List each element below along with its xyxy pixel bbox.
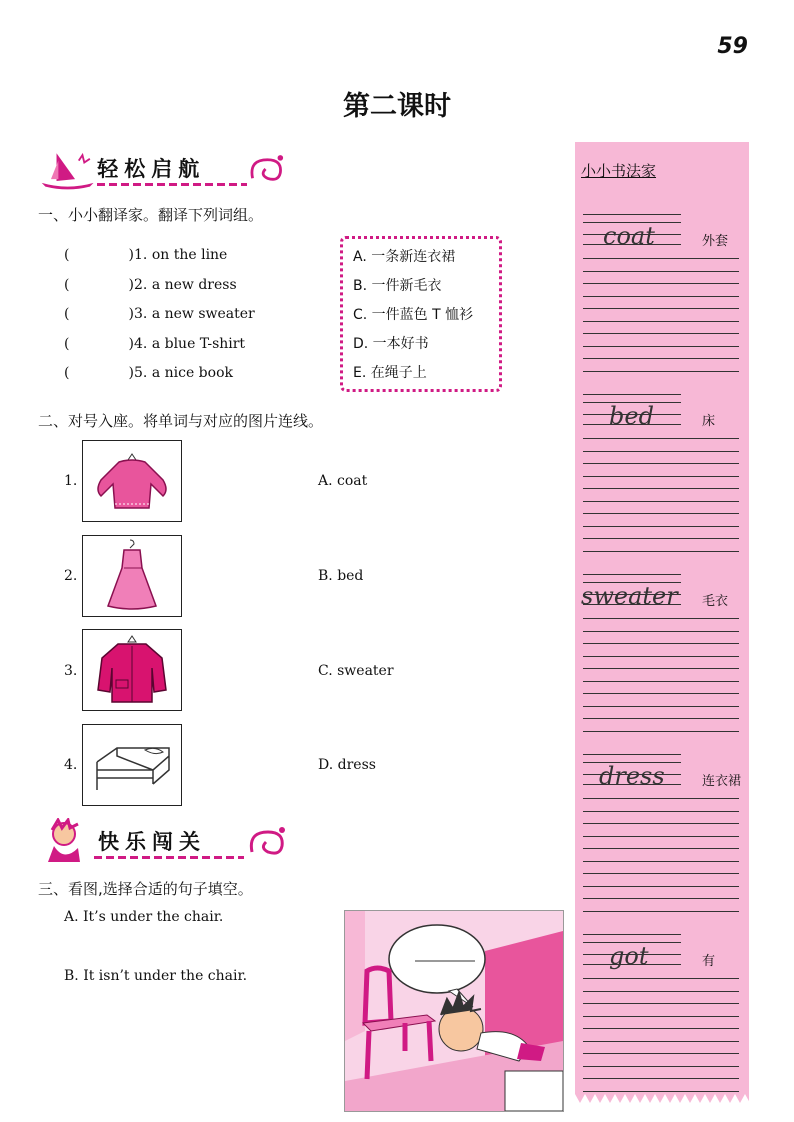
practice-line[interactable] [583,321,739,322]
practice-line[interactable] [583,551,739,552]
item-text: a blue T-shirt [151,335,246,352]
list-item [64,306,255,336]
practice-line[interactable] [583,991,739,992]
practice-line[interactable] [583,451,739,452]
guide-line [583,754,681,755]
picture-number: 2. [64,568,78,584]
answer-blank[interactable]: ) [128,335,134,352]
picture-frame [82,629,182,711]
practice-line[interactable] [583,798,739,799]
swirl-ornament-icon [247,149,288,189]
scene-illustration [344,910,564,1112]
item-number: 3. [134,306,148,322]
choice-bed: B. bed [318,568,364,584]
option: B. 一件新毛衣 [353,278,442,294]
practice-line[interactable] [583,656,739,657]
practice-line[interactable] [583,501,739,502]
option: C. 一件蓝色 T 恤衫 [353,307,474,323]
dress-icon [102,538,162,614]
word-gloss: 床 [702,414,716,429]
practice-line[interactable] [583,873,739,874]
open-paren: ( [64,365,70,381]
practice-line[interactable] [583,358,739,359]
picture-number: 1. [64,473,78,489]
practice-word: bed [609,402,654,430]
practice-line[interactable] [583,811,739,812]
practice-word: dress [599,762,665,790]
picture-number: 4. [64,757,78,773]
practice-line[interactable] [583,618,739,619]
item-number: 5. [134,365,148,381]
banner-challenge-text: 快乐闯关 [98,829,206,854]
section3-heading: 三、看图,选择合适的句子填空。 [38,880,253,898]
open-paren: ( [64,247,70,263]
calligraphy-sidebar [575,142,749,1094]
practice-line[interactable] [583,1078,739,1079]
banner-challenge [38,818,298,866]
option: A. 一条新连衣裙 [353,249,456,265]
practice-line[interactable] [583,513,739,514]
sentence-option-a: A. It’s under the chair. [64,909,224,925]
practice-line[interactable] [583,886,739,887]
practice-line[interactable] [583,333,739,334]
practice-line[interactable] [583,668,739,669]
practice-word: coat [603,222,655,250]
practice-line[interactable] [583,258,739,259]
banner-start [38,146,288,192]
item-number: 4. [134,335,148,352]
choice-coat: A. coat [318,473,368,489]
guide-line [583,574,681,575]
practice-line[interactable] [583,1041,739,1042]
answer-blank[interactable]: ) [128,365,134,381]
practice-line[interactable] [583,488,739,489]
section2-heading: 二、对号入座。将单词与对应的图片连线。 [38,412,324,430]
choice-sweater: C. sweater [318,663,394,679]
coat-icon [92,634,172,706]
practice-line[interactable] [583,693,739,694]
guide-line [583,934,681,935]
page-number: 59 [717,34,748,59]
practice-line[interactable] [583,1003,739,1004]
open-paren: ( [64,335,70,352]
item-number: 1. [134,247,148,263]
picture-frame [82,724,182,806]
answer-blank[interactable]: ) [128,306,134,322]
word-gloss: 连衣裙 [702,774,742,789]
practice-line[interactable] [583,1053,739,1054]
practice-line[interactable] [583,731,739,732]
practice-line[interactable] [583,283,739,284]
sentence-option-b: B. It isn’t under the chair. [64,968,248,984]
section1-heading: 一、小小翻译家。翻译下列词组。 [38,206,264,224]
item-text: a new dress [151,276,237,293]
item-text: on the line [151,247,228,263]
practice-line[interactable] [583,836,739,837]
practice-line[interactable] [583,438,739,439]
practice-line[interactable] [583,463,739,464]
list-item [64,365,255,395]
practice-line[interactable] [583,371,739,372]
option: D. 一本好书 [353,336,429,352]
sidebar-title: 小小书法家 [581,162,657,180]
practice-line[interactable] [583,271,739,272]
open-paren: ( [64,306,70,322]
picture-frame [82,535,182,617]
list-item [64,277,255,307]
swirl-ornament-icon [244,822,292,862]
practice-line[interactable] [583,911,739,912]
practice-line[interactable] [583,861,739,862]
picture-number: 3. [64,663,78,679]
practice-word: got [609,942,649,970]
sailboat-icon [38,146,97,192]
guide-line [583,214,681,215]
practice-line[interactable] [583,706,739,707]
practice-line[interactable] [583,643,739,644]
options-box [340,236,502,392]
picture-frame [82,440,182,522]
word-gloss: 有 [702,954,716,969]
sweater-icon [87,450,177,512]
practice-word: sweater [581,582,678,610]
practice-line[interactable] [583,526,739,527]
option: E. 在绳子上 [353,365,427,381]
practice-line[interactable] [583,848,739,849]
answer-blank[interactable]: ) [128,276,134,293]
zigzag-edge [575,1094,749,1104]
practice-line[interactable] [583,1016,739,1017]
word-gloss: 外套 [702,234,729,249]
practice-line[interactable] [583,823,739,824]
word-gloss: 毛衣 [702,594,729,609]
bed-icon [89,734,175,796]
choice-dress: D. dress [318,757,376,773]
section1-items [64,247,255,395]
cartoon-kid-icon [38,818,94,866]
item-text: a new sweater [151,306,255,322]
practice-line[interactable] [583,978,739,979]
item-text: a nice book [151,365,233,381]
practice-line[interactable] [583,476,739,477]
practice-line[interactable] [583,1028,739,1029]
practice-line[interactable] [583,1091,739,1092]
practice-line[interactable] [583,1066,739,1067]
practice-line[interactable] [583,308,739,309]
open-paren: ( [64,276,70,293]
guide-line [583,394,681,395]
practice-line[interactable] [583,718,739,719]
practice-line[interactable] [583,631,739,632]
banner-start-text: 轻松启航 [97,156,206,181]
list-item [64,336,255,366]
list-item [64,247,255,277]
practice-line[interactable] [583,346,739,347]
item-number: 2. [134,276,148,293]
practice-line[interactable] [583,296,739,297]
answer-blank[interactable]: ) [128,247,134,263]
page-title: 第二课时 [343,91,451,122]
practice-line[interactable] [583,898,739,899]
practice-line[interactable] [583,681,739,682]
practice-line[interactable] [583,538,739,539]
